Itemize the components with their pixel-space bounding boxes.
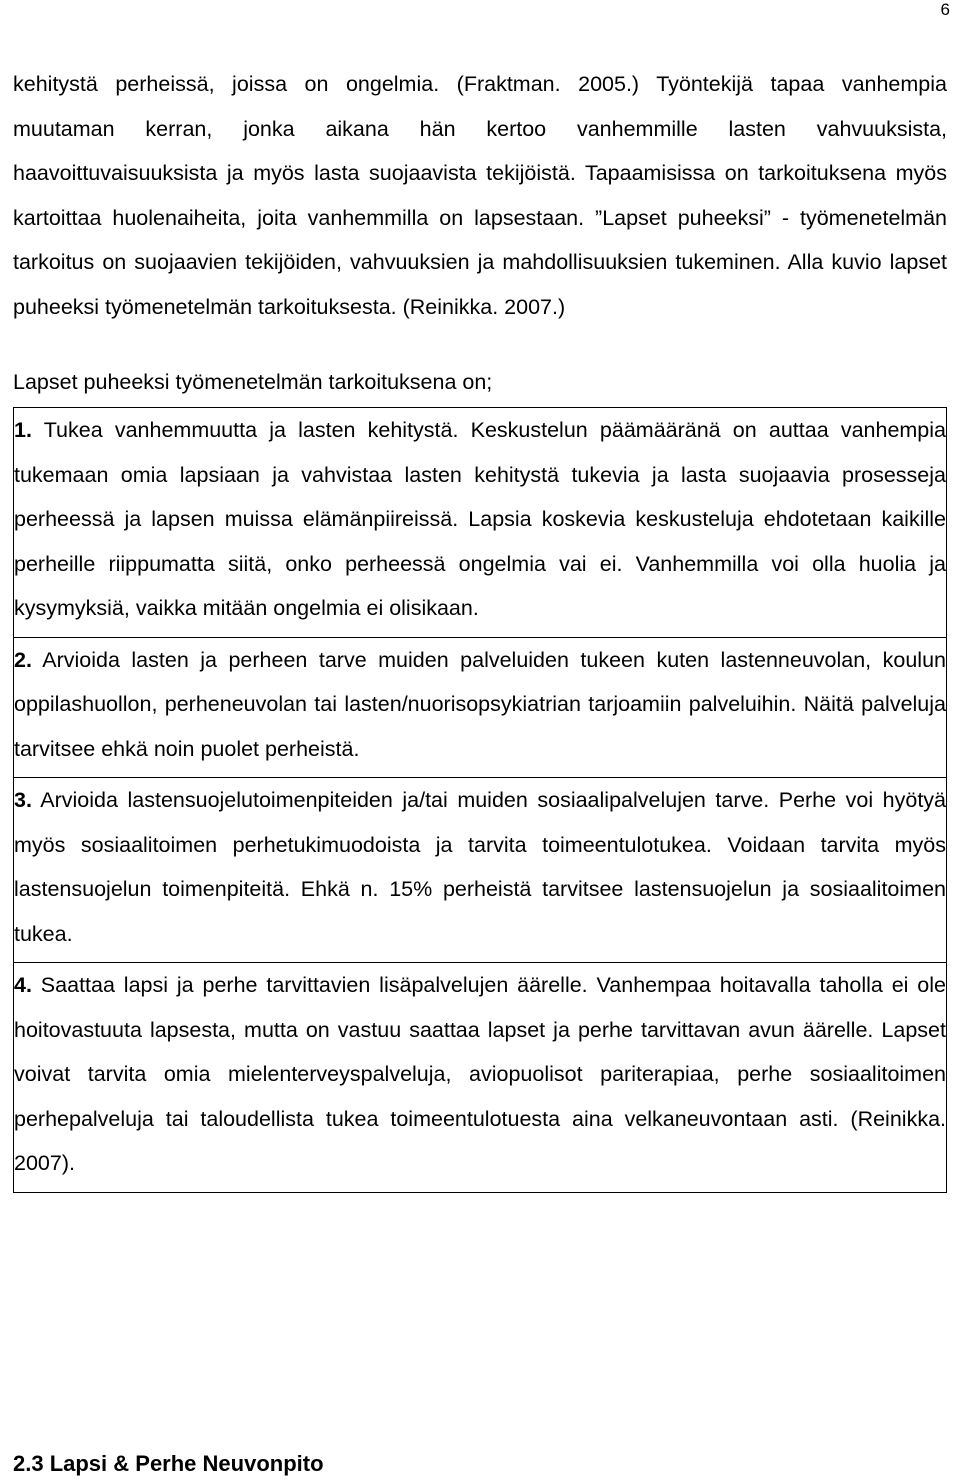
item-text: Tukea vanhemmuutta ja lasten kehitystä. Keskustelun päämääränä on auttaa vanhempia tukemaan omia lapsiaan ja vahvistaa lasten kehitystä tukevia ja lasta suojaavia prosesseja perheessä ja lapsen muissa elämänpiireissä. Lapsia koskevia keskusteluja ehdotetaan kaikille perheille riippumatta siitä, onko perheessä ongelmia vai ei. Vanhemmilla voi olla huolia ja kysymyksiä, vaikka mitään ongelmia ei olisikaan. — [14, 418, 946, 620]
item-number: 4. — [14, 973, 32, 997]
page-number: 6 — [940, 0, 950, 19]
section-heading: 2.3 Lapsi & Perhe Neuvonpito — [13, 1451, 324, 1476]
list-item — [14, 778, 946, 956]
item-number: 3. — [14, 788, 32, 812]
list-item — [14, 638, 946, 772]
item-text: Saattaa lapsi ja perhe tarvittavien lisäpalvelujen äärelle. Vanhempaa hoitavalla taholla ei ole hoitovastuuta lapsesta, mutta on vastuu saattaa lapset ja perhe tarvittavan avun äärelle. Lapset voivat tarvita omia mielenterveyspalveluja, aviopuolisot pariterapiaa, perhe sosiaalitoimen perhepalveluja tai taloudellista tukea toimeentulotuesta aina velkaneuvontaan asti. (Reinikka. 2007). — [14, 973, 946, 1175]
table-cell — [14, 963, 947, 1193]
table-row — [14, 963, 947, 1193]
table-row — [14, 778, 947, 963]
list-item — [14, 963, 946, 1186]
item-number: 1. — [14, 418, 32, 442]
table-cell — [14, 408, 947, 638]
purpose-table — [13, 407, 947, 1193]
table-row — [14, 408, 947, 638]
table-row — [14, 637, 947, 778]
item-number: 2. — [14, 647, 32, 672]
intro-paragraph: kehitystä perheissä, joissa on ongelmia. (Fraktman. 2005.) Työntekijä tapaa vanhempia muutaman kerran, jonka aikana hän kertoo vanhemmille lasten vahvuuksista, haavoittuvaisuuksista ja myös lasta suojaavista tekijöistä. Tapaamisissa on tarkoituksena myös kartoittaa huolenaiheita, joita vanhemmilla on lapsestaan. ”Lapset puheeksi” - työmenetelmän tarkoitus on suojaavien tekijöiden, vahvuuksien ja mahdollisuuksien tukeminen. Alla kuvio lapset puheeksi työmenetelmän tarkoituksesta. (Reinikka. 2007.) — [13, 72, 947, 319]
list-heading: Lapset puheeksi työmenetelmän tarkoituksena on; — [13, 370, 493, 394]
table-cell — [14, 778, 947, 963]
list-item — [14, 408, 946, 631]
table-cell — [14, 637, 947, 778]
document-body — [13, 62, 947, 1193]
item-text: Arvioida lastensuojelutoimenpiteiden ja/tai muiden sosiaalipalvelujen tarve. Perhe voi hyötyä myös sosiaalitoimen perhetukimuodoista ja tarvita toimeentulotukea. Voidaan tarvita myös lastensuojelun toimenpiteitä. Ehkä n. 15% perheistä tarvitsee lastensuojelun ja sosiaalitoimen tukea. — [14, 788, 946, 946]
item-text: Arvioida lasten ja perheen tarve muiden palveluiden tukeen kuten lastenneuvolan, koulun oppilashuollon, perheneuvolan tai lasten/nuorisopsykiatrian tarjoamiin palveluihin. Näitä palveluja tarvitsee ehkä noin puolet perheistä. — [14, 647, 946, 761]
